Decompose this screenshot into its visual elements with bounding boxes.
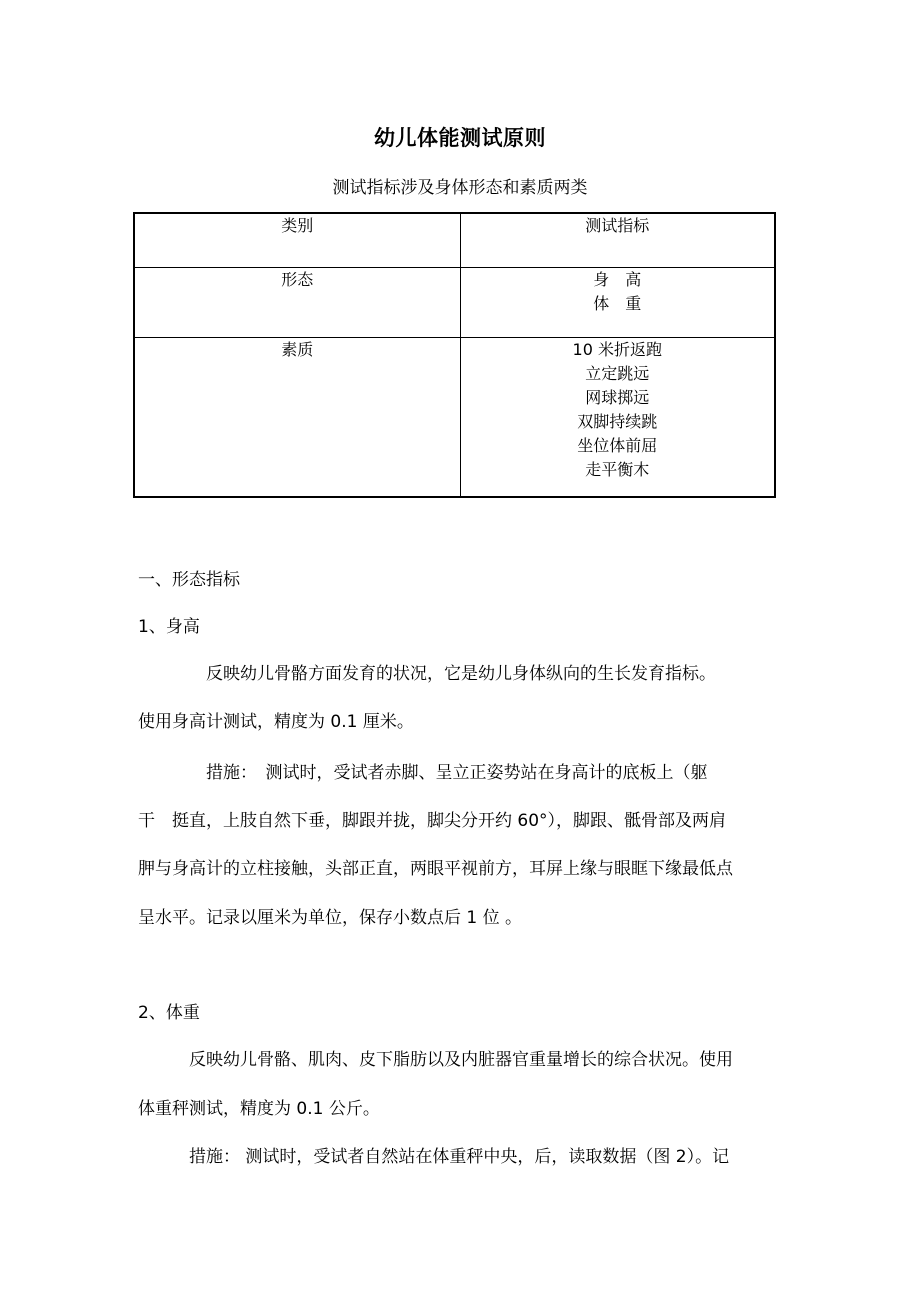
indicator-item: 体 重	[593, 293, 642, 313]
indicator-cell	[460, 337, 775, 497]
document-subtitle: 测试指标涉及身体形态和素质两类	[332, 178, 588, 198]
indicator-item: 立定跳远	[585, 363, 650, 383]
paragraph-line: 呈水平。记录以厘米为单位，保存小数点后 1 位 。	[138, 908, 523, 928]
paragraph-line: 措施： 测试时，受试者自然站在体重秤中央，后，读取数据（图 2）。记	[138, 1147, 730, 1167]
section-heading-height: 1、身高	[138, 617, 200, 637]
paragraph-line: 体重秤测试，精度为 0.1 公斤。	[138, 1099, 380, 1119]
table-row	[134, 267, 775, 337]
document-title: 幼儿体能测试原则	[374, 126, 546, 150]
paragraph-line: 措施： 测试时，受试者赤脚、呈立正姿势站在身高计的底板上（躯	[138, 763, 708, 783]
paragraph-line: 反映幼儿骨骼、肌肉、皮下脂肪以及内脏器官重量增长的综合状况。使用	[138, 1050, 733, 1070]
section-heading-form: 一、形态指标	[138, 570, 240, 590]
section-heading-weight: 2、体重	[138, 1003, 200, 1023]
indicator-item: 双脚持续跳	[577, 411, 658, 431]
header-category: 类别	[134, 213, 460, 267]
header-indicator: 测试指标	[460, 213, 775, 267]
table-header-row	[134, 213, 775, 267]
indicator-item: 网球掷远	[585, 387, 650, 407]
paragraph-line: 使用身高计测试，精度为 0.1 厘米。	[138, 712, 414, 732]
indicator-item: 10 米折返跑	[572, 339, 662, 359]
test-index-table	[133, 212, 776, 498]
indicator-item: 坐位体前屈	[577, 435, 658, 455]
paragraph-line: 反映幼儿骨骼方面发育的状况，它是幼儿身体纵向的生长发育指标。	[138, 664, 716, 684]
category-cell: 素质	[134, 337, 460, 497]
paragraph-line: 干 挺直，上肢自然下垂，脚跟并拢，脚尖分开约 60°），脚跟、骶骨部及两肩	[138, 811, 727, 831]
indicator-item: 走平衡木	[585, 459, 650, 479]
paragraph-line: 胛与身高计的立柱接触，头部正直，两眼平视前方，耳屏上缘与眼眶下缘最低点	[138, 859, 733, 879]
table-row	[134, 337, 775, 497]
indicator-cell	[460, 267, 775, 337]
indicator-item: 身 高	[593, 269, 642, 289]
category-cell: 形态	[134, 267, 460, 337]
